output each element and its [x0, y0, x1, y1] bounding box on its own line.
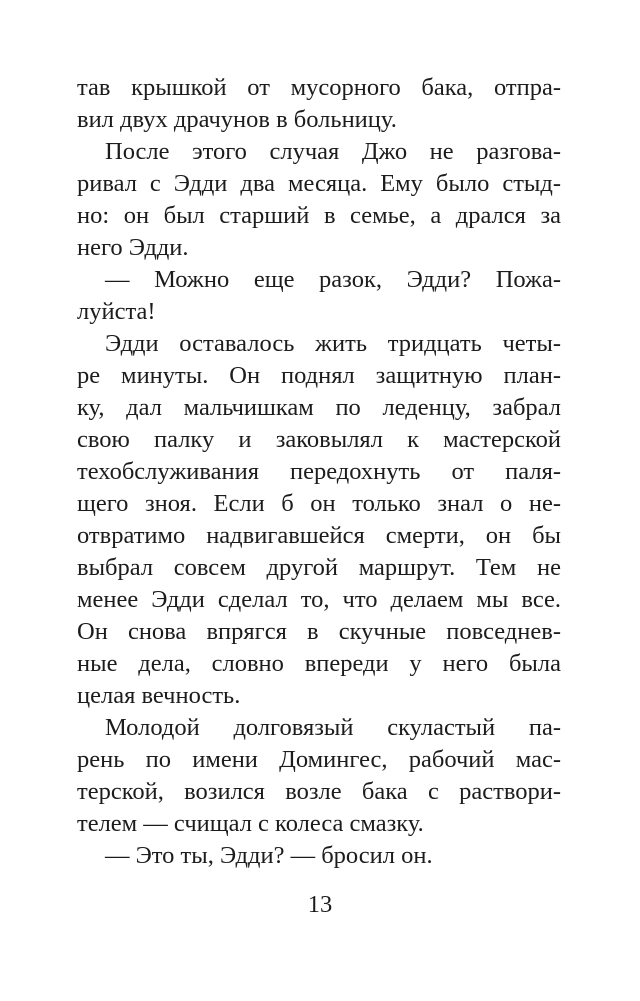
text-line: техобслуживания передохнуть от паля-: [77, 458, 561, 485]
text-line: щего зноя. Если б он только знал о не-: [77, 490, 561, 517]
text-line: телем — счищал с колеса смазку.: [77, 810, 424, 837]
text-line: Молодой долговязый скуластый па-: [105, 714, 561, 741]
book-page-text: [77, 72, 561, 872]
text-line: свою палку и заковылял к мастерской: [77, 426, 561, 453]
text-line: Он снова впрягся в скучные повседнев-: [77, 618, 561, 645]
text-line: луйста!: [77, 298, 156, 325]
text-line: него Эдди.: [77, 234, 189, 261]
text-line: но: он был старший в семье, а дрался за: [77, 202, 561, 229]
text-line: ре минуты. Он поднял защитную план-: [77, 362, 561, 389]
text-line: Эдди оставалось жить тридцать четы-: [105, 330, 561, 357]
text-line: ные дела, словно впереди у него была: [77, 650, 561, 677]
text-line: ривал с Эдди два месяца. Ему было стыд-: [77, 170, 561, 197]
text-line: выбрал совсем другой маршрут. Тем не: [77, 554, 561, 581]
page-number: 13: [307, 891, 333, 918]
text-line: После этого случая Джо не разгова-: [105, 138, 561, 165]
text-line: менее Эдди сделал то, что делаем мы все.: [77, 586, 561, 613]
text-line: целая вечность.: [77, 682, 241, 709]
text-line: вил двух драчунов в больницу.: [77, 106, 397, 133]
text-line: ку, дал мальчишкам по леденцу, забрал: [77, 394, 561, 421]
text-line: рень по имени Домингес, рабочий мас-: [77, 746, 561, 773]
text-line: тав крышкой от мусорного бака, отпра-: [77, 74, 561, 101]
text-line: — Можно еще разок, Эдди? Пожа-: [105, 266, 561, 293]
text-line: — Это ты, Эдди? — бросил он.: [105, 842, 433, 869]
text-line: терской, возился возле бака с раствори-: [77, 778, 561, 805]
text-line: отвратимо надвигавшейся смерти, он бы: [77, 522, 561, 549]
